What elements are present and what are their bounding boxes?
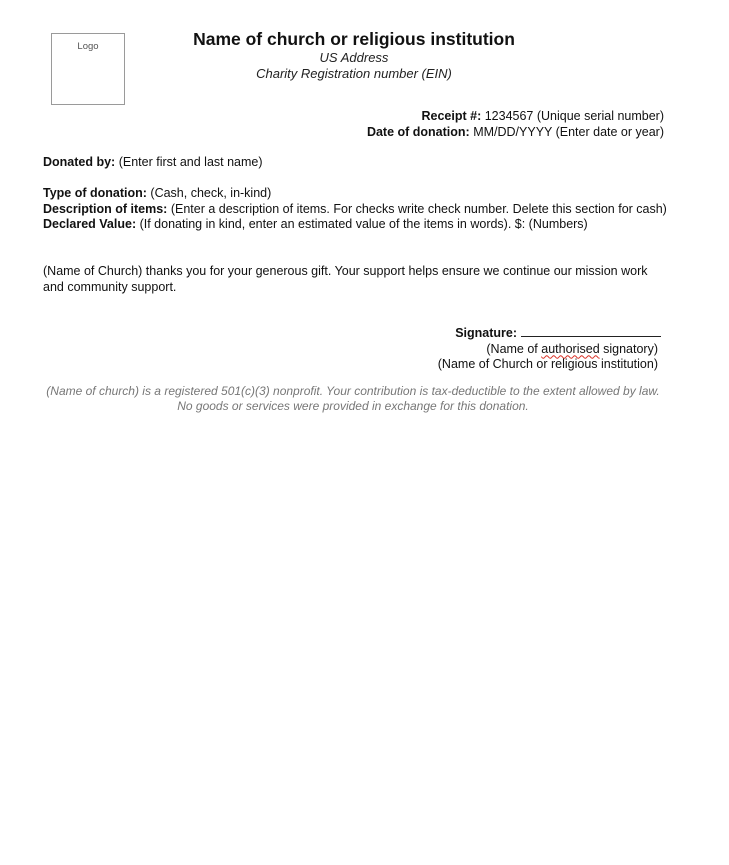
- donation-date-label: Date of donation:: [366, 125, 470, 139]
- signature-block: [438, 325, 661, 373]
- tax-disclaimer: (Name of church) is a registered 501(c)(3) nonprofit. Your contribution is tax-deductible to the extent allowed by law. No goods or services were provided in exchange for this donation.: [46, 384, 660, 413]
- thank-you-message: (Name of Church) thanks you for your generous gift. Your support helps ensure we continue our mission work and community support.: [43, 264, 648, 294]
- receipt-number-row: [367, 108, 664, 124]
- logo-label: Logo: [77, 41, 99, 52]
- signature-row: [438, 325, 661, 342]
- signatory-prefix: (Name of: [486, 341, 542, 356]
- church-name: Name of church or religious institution: [193, 29, 515, 49]
- signature-label: Signature:: [455, 326, 517, 340]
- signature-line: [521, 325, 661, 337]
- receipt-info: [367, 108, 664, 140]
- church-address: US Address: [319, 50, 389, 65]
- donor-row: [43, 155, 668, 171]
- charity-registration: Charity Registration number (EIN): [256, 66, 452, 81]
- donation-date-row: [367, 124, 664, 140]
- donation-type-row: [43, 186, 668, 202]
- declared-value-row: [43, 217, 668, 233]
- signatory-name: [438, 342, 661, 358]
- institution-name: (Name of Church or religious institution): [437, 357, 658, 371]
- donor-value: (Enter first and last name): [118, 155, 263, 169]
- donor-label: Donated by:: [43, 155, 116, 169]
- description-label: Description of items:: [43, 201, 168, 216]
- receipt-header: [130, 28, 578, 82]
- spellcheck-word: authorised: [541, 341, 600, 356]
- receipt-number-label: Receipt #:: [421, 109, 482, 123]
- description-row: [43, 202, 668, 218]
- receipt-number-value: 1234567 (Unique serial number): [484, 109, 664, 123]
- declared-value-label: Declared Value:: [43, 217, 137, 231]
- signatory-suffix: signatory): [599, 341, 658, 356]
- donation-date-value: MM/DD/YYYY (Enter date or year): [473, 125, 664, 139]
- declared-value-value: (If donating in kind, enter an estimated value of the items in words). $: (Numbers): [139, 217, 588, 231]
- donation-type-label: Type of donation:: [43, 186, 147, 200]
- description-value: (Enter a description of items. For checks write check number. Delete this section for cash): [170, 201, 667, 216]
- donation-details: [43, 186, 668, 233]
- donation-type-value: (Cash, check, in-kind): [150, 186, 272, 200]
- logo-placeholder: [51, 33, 125, 105]
